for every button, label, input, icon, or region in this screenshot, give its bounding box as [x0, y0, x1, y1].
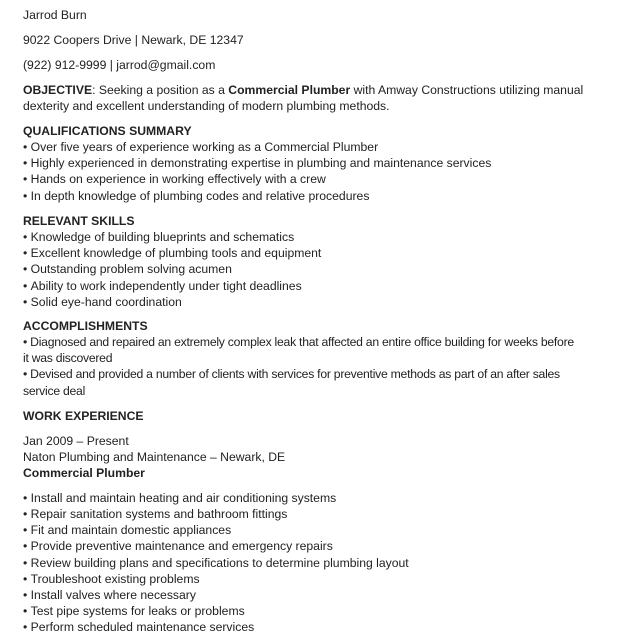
- duty-item: • Provide preventive maintenance and emergency repairs: [23, 538, 333, 554]
- qualification-item: • Highly experienced in demonstrating expertise in plumbing and maintenance services: [23, 155, 491, 171]
- objective-label: OBJECTIVE: [23, 83, 93, 97]
- phone-email: (922) 912-9999 | jarrod@gmail.com: [23, 58, 216, 72]
- job-dates: Jan 2009 – Present: [23, 434, 129, 448]
- accomplishment-item-line-2: it was discovered: [23, 351, 113, 365]
- job-title: Commercial Plumber: [23, 466, 145, 480]
- objective-line-2: dexterity and excellent understanding of modern plumbing methods.: [23, 99, 390, 113]
- qualification-item: • In depth knowledge of plumbing codes and relative procedures: [23, 188, 369, 204]
- accomplishment-item-line-2: service deal: [23, 384, 86, 398]
- qualifications-heading: QUALIFICATIONS SUMMARY: [23, 124, 192, 138]
- accomplishment-item-line-1: • Devised and provided a number of clients with services for preventive methods as part of an after sales: [23, 366, 560, 382]
- duty-item: • Test pipe systems for leaks or problems: [23, 603, 245, 619]
- objective-role: Commercial Plumber: [228, 83, 351, 97]
- objective-text-after: with Amway Constructions utilizing manual: [350, 83, 584, 97]
- qualification-item: • Over five years of experience working as a Commercial Plumber: [23, 139, 378, 155]
- accomplishment-item-line-1: • Diagnosed and repaired an extremely complex leak that affected an entire office building for weeks before: [23, 334, 574, 350]
- skills-heading: RELEVANT SKILLS: [23, 214, 135, 228]
- objective-line-1: [23, 82, 583, 98]
- job-company: Naton Plumbing and Maintenance – Newark, DE: [23, 450, 286, 464]
- duty-item: • Fit and maintain domestic appliances: [23, 522, 231, 538]
- duty-item: • Perform scheduled maintenance services: [23, 619, 254, 635]
- skill-item: • Outstanding problem solving acumen: [23, 261, 232, 277]
- duty-item: • Troubleshoot existing problems: [23, 571, 200, 587]
- skill-item: • Ability to work independently under tight deadlines: [23, 278, 302, 294]
- duty-item: • Review building plans and specifications to determine plumbing layout: [23, 555, 409, 571]
- objective-text: : Seeking a position as a: [92, 83, 229, 97]
- candidate-name: Jarrod Burn: [23, 8, 87, 22]
- accomplishments-heading: ACCOMPLISHMENTS: [23, 319, 148, 333]
- qualification-item: • Hands on experience in working effectively with a crew: [23, 171, 326, 187]
- duty-item: • Install and maintain heating and air conditioning systems: [23, 490, 336, 506]
- duty-item: • Install valves where necessary: [23, 587, 196, 603]
- address: 9022 Coopers Drive | Newark, DE 12347: [23, 33, 244, 47]
- skill-item: • Excellent knowledge of plumbing tools and equipment: [23, 245, 321, 261]
- skill-item: • Solid eye-hand coordination: [23, 294, 182, 310]
- skill-item: • Knowledge of building blueprints and schematics: [23, 229, 294, 245]
- duty-item: • Repair sanitation systems and bathroom fittings: [23, 506, 287, 522]
- work-heading: WORK EXPERIENCE: [23, 409, 144, 423]
